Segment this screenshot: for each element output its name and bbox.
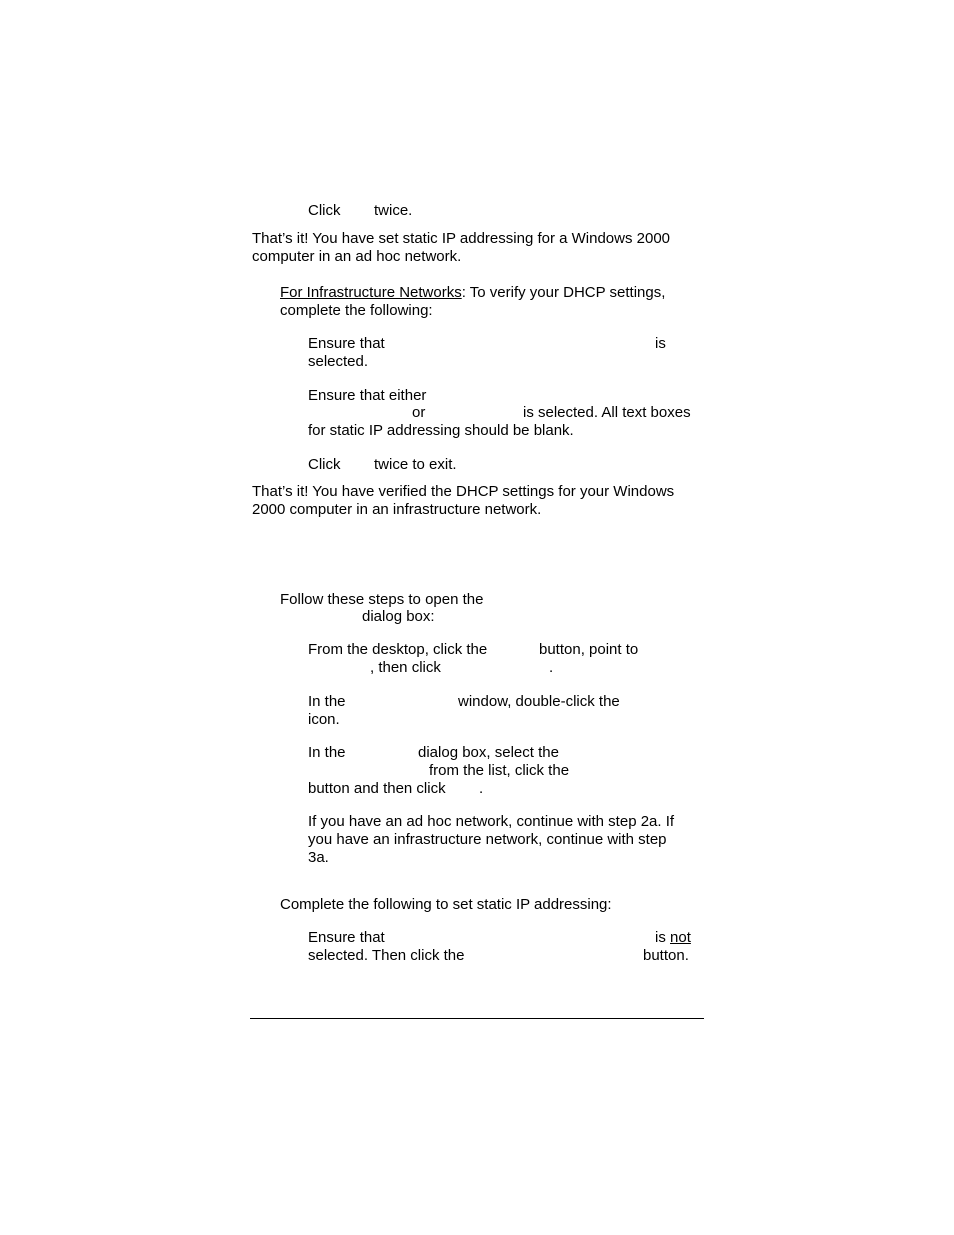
infrastructure-networks-label: For Infrastructure Networks bbox=[280, 284, 462, 301]
step-text: From the desktop, click the bbox=[308, 641, 488, 658]
step-text: dialog box, select the bbox=[418, 744, 559, 761]
paragraph-line: 2000 computer in an infrastructure network. bbox=[252, 501, 542, 518]
step-text: If you have an ad hoc network, continue with step 2a. If bbox=[308, 813, 675, 830]
step-text: button, point to bbox=[539, 641, 639, 658]
paragraph-line: dialog box: bbox=[362, 608, 435, 625]
step-text: selected. bbox=[308, 353, 369, 370]
step-text: selected. Then click the bbox=[308, 947, 465, 964]
step-text: Click bbox=[308, 202, 341, 219]
footer-rule bbox=[250, 1018, 704, 1019]
step-text: twice. bbox=[374, 202, 413, 219]
step-text: window, double-click the bbox=[458, 693, 620, 710]
paragraph-line: Complete the following to set static IP addressing: bbox=[280, 896, 612, 913]
is-word: is bbox=[655, 929, 666, 946]
infrastructure-heading bbox=[280, 284, 665, 302]
step-text: or bbox=[412, 404, 426, 421]
step-text: . bbox=[549, 659, 554, 676]
step-text: button and then click bbox=[308, 780, 446, 797]
paragraph-line: That’s it! You have verified the DHCP settings for your Windows bbox=[252, 483, 675, 500]
step-text: button. bbox=[643, 947, 689, 964]
step-text: twice to exit. bbox=[374, 456, 457, 473]
step-text: Ensure that bbox=[308, 929, 385, 946]
paragraph-line: complete the following: bbox=[280, 302, 433, 319]
step-text: from the list, click the bbox=[429, 762, 570, 779]
step-text: , then click bbox=[370, 659, 441, 676]
step-text: In the bbox=[308, 693, 346, 710]
step-text: Ensure that either bbox=[308, 387, 427, 404]
step-text: In the bbox=[308, 744, 346, 761]
paragraph-line: That’s it! You have set static IP addressing for a Windows 2000 bbox=[252, 230, 671, 247]
step-text bbox=[655, 929, 691, 947]
step-text: Ensure that bbox=[308, 335, 385, 352]
infrastructure-intro: : To verify your DHCP settings, bbox=[461, 284, 666, 301]
step-text: is selected. All text boxes bbox=[523, 404, 691, 421]
step-text: is bbox=[655, 335, 666, 352]
step-text: . bbox=[479, 780, 484, 797]
step-text: Click bbox=[308, 456, 341, 473]
not-emphasis: not bbox=[670, 929, 691, 946]
step-text: for static IP addressing should be blank. bbox=[308, 422, 574, 439]
paragraph-line: Follow these steps to open the bbox=[280, 591, 484, 608]
step-text: icon. bbox=[308, 711, 340, 728]
step-text: you have an infrastructure network, continue with step bbox=[308, 831, 667, 848]
step-text: 3a. bbox=[308, 849, 329, 866]
paragraph-line: computer in an ad hoc network. bbox=[252, 248, 462, 265]
